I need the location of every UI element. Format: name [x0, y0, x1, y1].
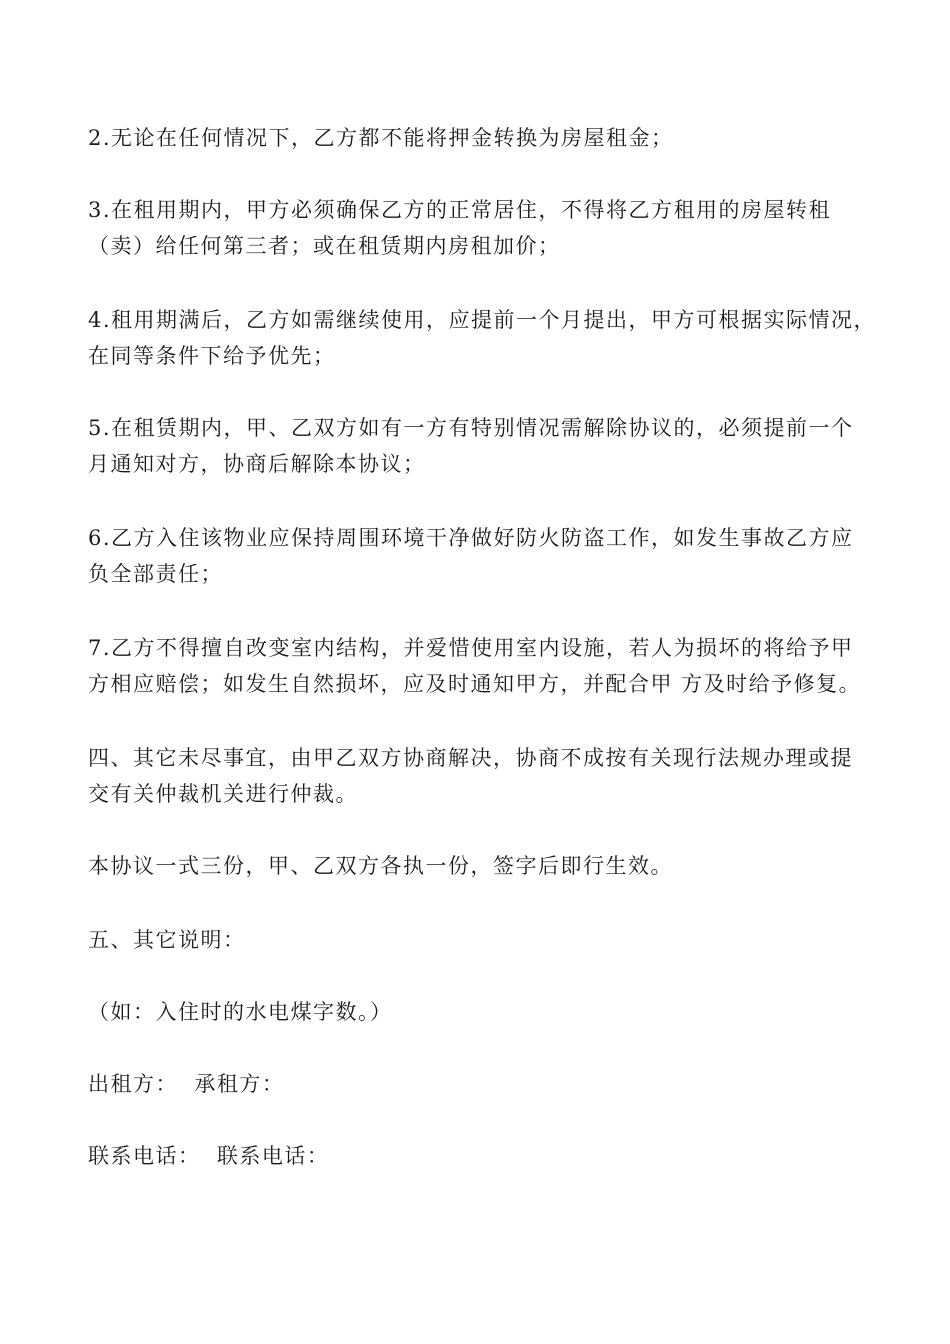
- text-line: 交有关仲裁机关进行仲裁。: [88, 782, 358, 806]
- text-line: （卖）给任何第三者；或在租赁期内房租加价；: [88, 234, 561, 258]
- text-line: 四、其它未尽事宜，由甲乙双方协商解决，协商不成按有关现行法规办理或提: [88, 746, 853, 770]
- text-line: 联系电话： 联系电话：: [88, 1144, 330, 1168]
- clause-7: [88, 630, 880, 702]
- text-line: 本协议一式三份，甲、乙双方各执一份，签字后即行生效。: [88, 854, 673, 878]
- contact-phones: [88, 1138, 880, 1174]
- text-line: 五、其它说明：: [88, 928, 246, 952]
- section-four: [88, 740, 880, 812]
- clause-4: [88, 302, 880, 374]
- signature-parties: [88, 1066, 880, 1102]
- section-five-heading: [88, 922, 880, 958]
- example-note: [88, 994, 880, 1030]
- text-line: 5.在租赁期内，甲、乙双方如有一方有特别情况需解除协议的，必须提前一个: [88, 416, 854, 440]
- text-line: 7.乙方不得擅自改变室内结构，并爱惜使用室内设施，若人为损坏的将给予甲: [88, 636, 854, 660]
- text-line: 6.乙方入住该物业应保持周围环境干净做好防火防盗工作，如发生事故乙方应: [88, 526, 854, 550]
- text-line: 出租方： 承租方：: [88, 1072, 285, 1096]
- clause-6: [88, 520, 880, 592]
- copies-statement: [88, 848, 880, 884]
- clause-5: [88, 410, 880, 482]
- text-line: （如：入住时的水电煤字数。）: [88, 1000, 393, 1024]
- text-line: 3.在租用期内，甲方必须确保乙方的正常居住，不得将乙方租用的房屋转租: [88, 198, 832, 222]
- text-line: 负全部责任；: [88, 562, 223, 586]
- text-line: 月通知对方，协商后解除本协议；: [88, 452, 426, 476]
- text-line: 4.租用期满后，乙方如需继续使用，应提前一个月提出，甲方可根据实际情况，: [88, 308, 877, 332]
- text-line: 方相应赔偿；如发生自然损坏，应及时通知甲方，并配合甲 方及时给予修复。: [88, 672, 862, 696]
- text-line: 2.无论在任何情况下，乙方都不能将押金转换为房屋租金；: [88, 126, 674, 150]
- text-line: 在同等条件下给予优先；: [88, 344, 336, 368]
- clause-3: [88, 192, 880, 264]
- clause-2: [88, 120, 880, 156]
